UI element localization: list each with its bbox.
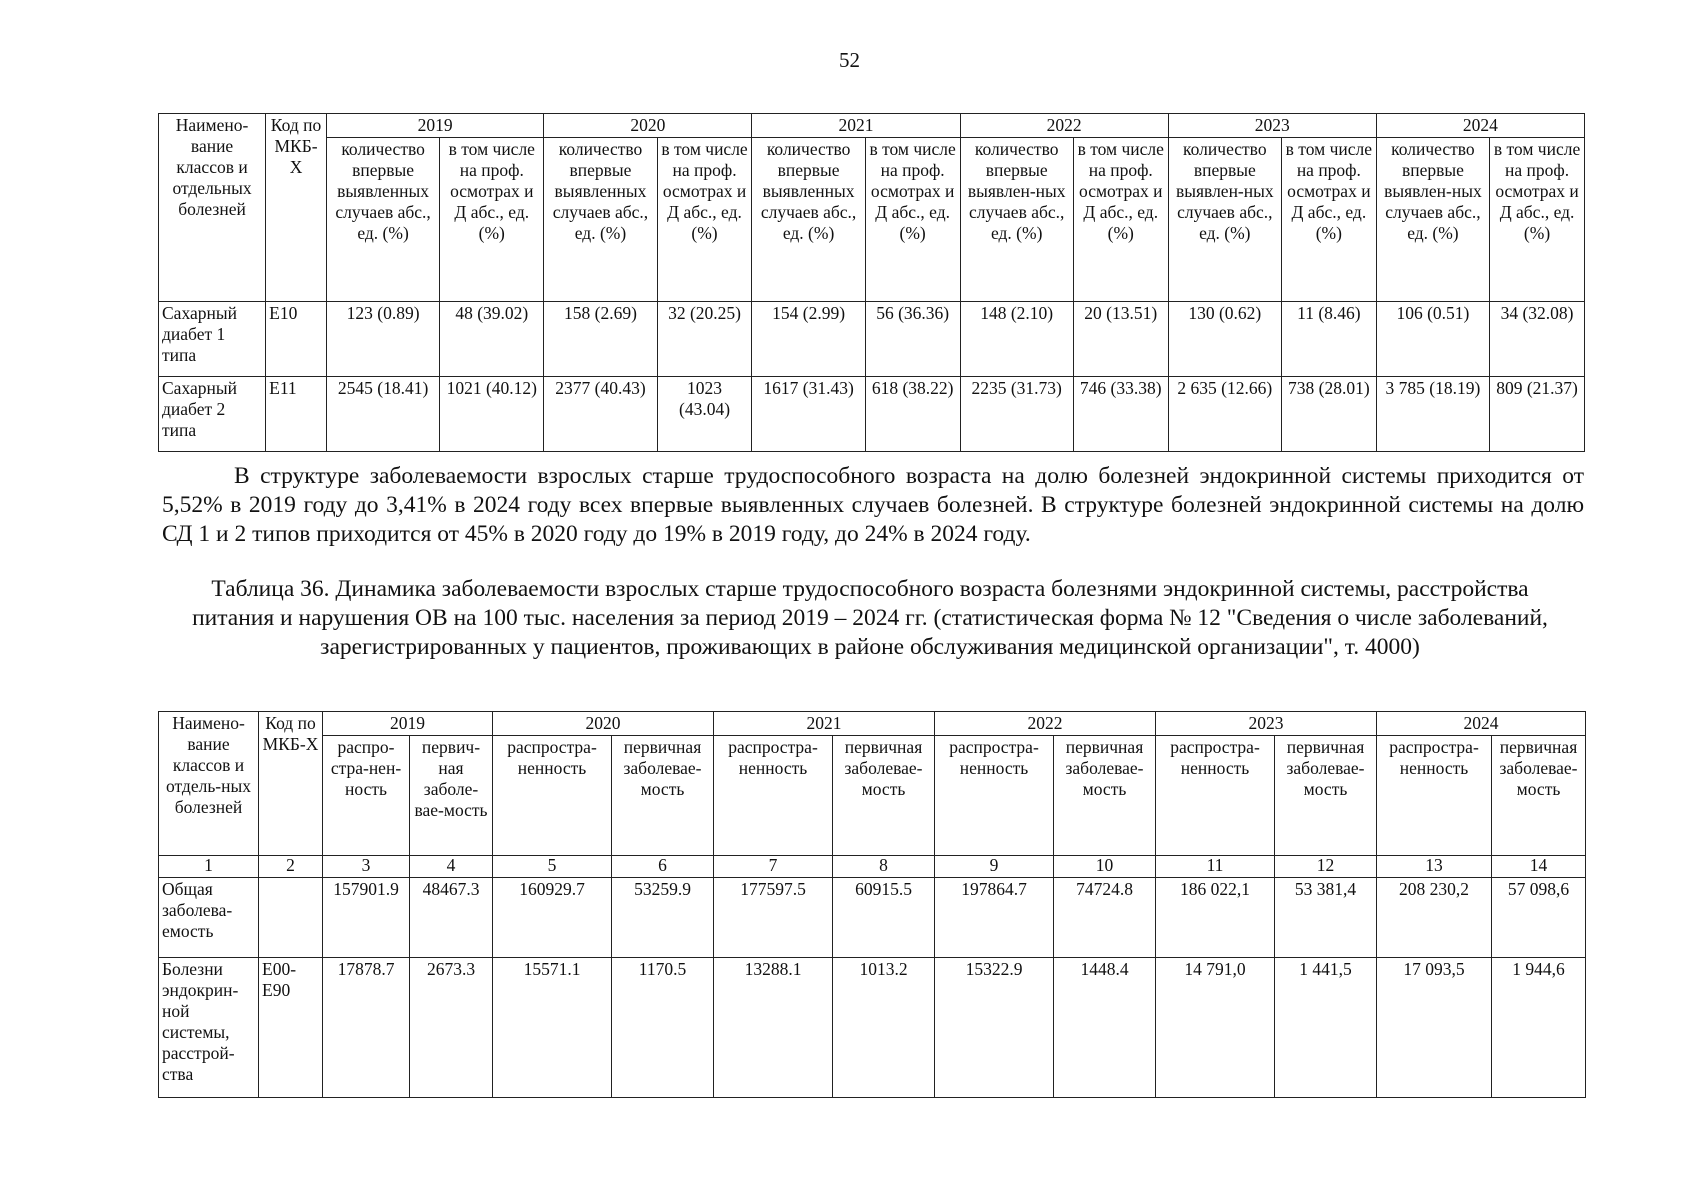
table-cell: 186 022,1 bbox=[1156, 878, 1275, 958]
header-disease-name: Наимено-вание классов и отдель-ных болезней bbox=[159, 712, 259, 856]
table-cell: 11 (8.46) bbox=[1281, 302, 1376, 377]
table-cell: 158 (2.69) bbox=[544, 302, 657, 377]
table-cell: 160929.7 bbox=[493, 878, 612, 958]
table-cell: 154 (2.99) bbox=[752, 302, 865, 377]
header-year: 2019 bbox=[326, 114, 543, 138]
column-number: 8 bbox=[833, 856, 935, 878]
table-cell: 809 (21.37) bbox=[1490, 377, 1585, 452]
column-number: 2 bbox=[259, 856, 323, 878]
subheader-checkup-cases: в том числе на проф. осмотрах и Д абс., ед. (%) bbox=[865, 138, 960, 302]
subheader-prevalence: распростра-ненность bbox=[493, 736, 612, 856]
row-disease-name: Сахарный диабет 1 типа bbox=[159, 302, 266, 377]
page-number: 52 bbox=[839, 48, 860, 72]
header-year: 2020 bbox=[544, 114, 752, 138]
subheader-primary-incidence: первичная заболевае-мость bbox=[833, 736, 935, 856]
table-cell: 15571.1 bbox=[493, 958, 612, 1098]
morbidity-diabetes-table bbox=[158, 113, 1585, 452]
header-year: 2022 bbox=[960, 114, 1168, 138]
table-cell: 208 230,2 bbox=[1377, 878, 1492, 958]
table-cell: 106 (0.51) bbox=[1376, 302, 1489, 377]
table-caption: Таблица 36. Динамика заболеваемости взрослых старше трудоспособного возраста болезнями эндокринной системы, расстройства питания и нарушения ОВ на 100 тыс. населения за период 2019 – 2024 гг. (статистическая форма № 12 "Сведения о числе заболеваний, зарегистрированных у пациентов, проживающих в районе обслуживания медицинской организации", т. 4000) bbox=[192, 576, 1548, 660]
table-cell: 13288.1 bbox=[714, 958, 833, 1098]
table-cell: 48 (39.02) bbox=[440, 302, 544, 377]
table-row bbox=[159, 878, 1586, 958]
subheader-prevalence: распростра-ненность bbox=[714, 736, 833, 856]
subheader-checkup-cases: в том числе на проф. осмотрах и Д абс., ед. (%) bbox=[1073, 138, 1168, 302]
row-icd-code: E10 bbox=[266, 302, 327, 377]
table-cell: 746 (33.38) bbox=[1073, 377, 1168, 452]
subheader-checkup-cases: в том числе на проф. осмотрах и Д абс., ед. (%) bbox=[440, 138, 544, 302]
subheader-new-cases: количество впервые выявлен-ных случаев абс., ед. (%) bbox=[1376, 138, 1489, 302]
header-year: 2019 bbox=[323, 712, 493, 736]
morbidity-endocrine-table bbox=[158, 711, 1586, 1098]
header-icd-code: Код по МКБ-Х bbox=[259, 712, 323, 856]
table-cell: 20 (13.51) bbox=[1073, 302, 1168, 377]
table-cell: 2377 (40.43) bbox=[544, 377, 657, 452]
table-cell: 53 381,4 bbox=[1275, 878, 1377, 958]
subheader-checkup-cases: в том числе на проф. осмотрах и Д абс., ед. (%) bbox=[657, 138, 752, 302]
table-cell: 2 635 (12.66) bbox=[1168, 377, 1281, 452]
table-cell: 123 (0.89) bbox=[326, 302, 439, 377]
table-cell: 1 441,5 bbox=[1275, 958, 1377, 1098]
table-cell: 34 (32.08) bbox=[1490, 302, 1585, 377]
header-disease-name: Наимено-вание классов и отдельных болезней bbox=[159, 114, 266, 302]
subheader-prevalence: распро-стра-нен-ность bbox=[323, 736, 410, 856]
subheader-prevalence: распростра-ненность bbox=[1156, 736, 1275, 856]
table-cell: 157901.9 bbox=[323, 878, 410, 958]
column-number: 3 bbox=[323, 856, 410, 878]
header-year: 2020 bbox=[493, 712, 714, 736]
column-number: 1 bbox=[159, 856, 259, 878]
table-cell: 1021 (40.12) bbox=[440, 377, 544, 452]
table-cell: 3 785 (18.19) bbox=[1376, 377, 1489, 452]
header-year: 2024 bbox=[1376, 114, 1584, 138]
row-icd-code bbox=[259, 878, 323, 958]
table-cell: 148 (2.10) bbox=[960, 302, 1073, 377]
table-cell: 53259.9 bbox=[612, 878, 714, 958]
row-disease-name: Болезни эндокрин-ной системы, расстрой-ства bbox=[159, 958, 259, 1098]
column-number: 7 bbox=[714, 856, 833, 878]
column-number: 4 bbox=[410, 856, 493, 878]
table-cell: 32 (20.25) bbox=[657, 302, 752, 377]
subheader-primary-incidence: первичная заболевае-мость bbox=[1275, 736, 1377, 856]
subheader-new-cases: количество впервые выявленных случаев абс., ед. (%) bbox=[752, 138, 865, 302]
table-cell: 130 (0.62) bbox=[1168, 302, 1281, 377]
table-cell: 1 944,6 bbox=[1492, 958, 1586, 1098]
subheader-primary-incidence: первич-ная заболе-вае-мость bbox=[410, 736, 493, 856]
table-cell: 1448.4 bbox=[1054, 958, 1156, 1098]
table-cell: 15322.9 bbox=[935, 958, 1054, 1098]
subheader-new-cases: количество впервые выявленных случаев абс., ед. (%) bbox=[326, 138, 439, 302]
column-number: 14 bbox=[1492, 856, 1586, 878]
column-number: 12 bbox=[1275, 856, 1377, 878]
header-year: 2023 bbox=[1168, 114, 1376, 138]
table-cell: 2235 (31.73) bbox=[960, 377, 1073, 452]
table-cell: 17878.7 bbox=[323, 958, 410, 1098]
column-number: 6 bbox=[612, 856, 714, 878]
table-cell: 2673.3 bbox=[410, 958, 493, 1098]
subheader-new-cases: количество впервые выявлен-ных случаев абс., ед. (%) bbox=[1168, 138, 1281, 302]
row-disease-name: Общая заболева-емость bbox=[159, 878, 259, 958]
row-disease-name: Сахарный диабет 2 типа bbox=[159, 377, 266, 452]
subheader-new-cases: количество впервые выявленных случаев абс., ед. (%) bbox=[544, 138, 657, 302]
table-row bbox=[159, 302, 1585, 377]
table-row bbox=[159, 377, 1585, 452]
table-cell: 57 098,6 bbox=[1492, 878, 1586, 958]
subheader-primary-incidence: первичная заболевае-мость bbox=[612, 736, 714, 856]
header-year: 2022 bbox=[935, 712, 1156, 736]
column-number: 13 bbox=[1377, 856, 1492, 878]
column-number: 9 bbox=[935, 856, 1054, 878]
table-cell: 197864.7 bbox=[935, 878, 1054, 958]
table-cell: 56 (36.36) bbox=[865, 302, 960, 377]
column-number: 11 bbox=[1156, 856, 1275, 878]
header-year: 2024 bbox=[1377, 712, 1586, 736]
table-cell: 14 791,0 bbox=[1156, 958, 1275, 1098]
column-number: 5 bbox=[493, 856, 612, 878]
table-cell: 1617 (31.43) bbox=[752, 377, 865, 452]
table-cell: 17 093,5 bbox=[1377, 958, 1492, 1098]
subheader-checkup-cases: в том числе на проф. осмотрах и Д абс., ед. (%) bbox=[1281, 138, 1376, 302]
table-cell: 60915.5 bbox=[833, 878, 935, 958]
column-number: 10 bbox=[1054, 856, 1156, 878]
table-cell: 1023 (43.04) bbox=[657, 377, 752, 452]
subheader-checkup-cases: в том числе на проф. осмотрах и Д абс., ед. (%) bbox=[1490, 138, 1585, 302]
table-cell: 738 (28.01) bbox=[1281, 377, 1376, 452]
body-paragraph: В структуре заболеваемости взрослых старше трудоспособного возраста на долю болезней эндокринной системы приходится от 5,52% в 2019 году до 3,41% в 2024 году всех впервые выявленных случаев болезней. В структуре болезней эндокринной системы на долю СД 1 и 2 типов приходится от 45% в 2020 году до 19% в 2019 году, до 24% в 2024 году. bbox=[162, 463, 1584, 547]
row-icd-code: E00-E90 bbox=[259, 958, 323, 1098]
header-year: 2023 bbox=[1156, 712, 1377, 736]
table-row bbox=[159, 958, 1586, 1098]
header-year: 2021 bbox=[714, 712, 935, 736]
table-cell: 1013.2 bbox=[833, 958, 935, 1098]
header-icd-code: Код по МКБ-Х bbox=[266, 114, 327, 302]
table-cell: 618 (38.22) bbox=[865, 377, 960, 452]
row-icd-code: E11 bbox=[266, 377, 327, 452]
header-year: 2021 bbox=[752, 114, 960, 138]
table-cell: 74724.8 bbox=[1054, 878, 1156, 958]
subheader-prevalence: распростра-ненность bbox=[1377, 736, 1492, 856]
subheader-new-cases: количество впервые выявлен-ных случаев абс., ед. (%) bbox=[960, 138, 1073, 302]
subheader-primary-incidence: первичная заболевае-мость bbox=[1054, 736, 1156, 856]
table-cell: 1170.5 bbox=[612, 958, 714, 1098]
subheader-prevalence: распростра-ненность bbox=[935, 736, 1054, 856]
column-number-row bbox=[159, 856, 1586, 878]
table-cell: 177597.5 bbox=[714, 878, 833, 958]
table-cell: 2545 (18.41) bbox=[326, 377, 439, 452]
table-cell: 48467.3 bbox=[410, 878, 493, 958]
subheader-primary-incidence: первичная заболевае-мость bbox=[1492, 736, 1586, 856]
